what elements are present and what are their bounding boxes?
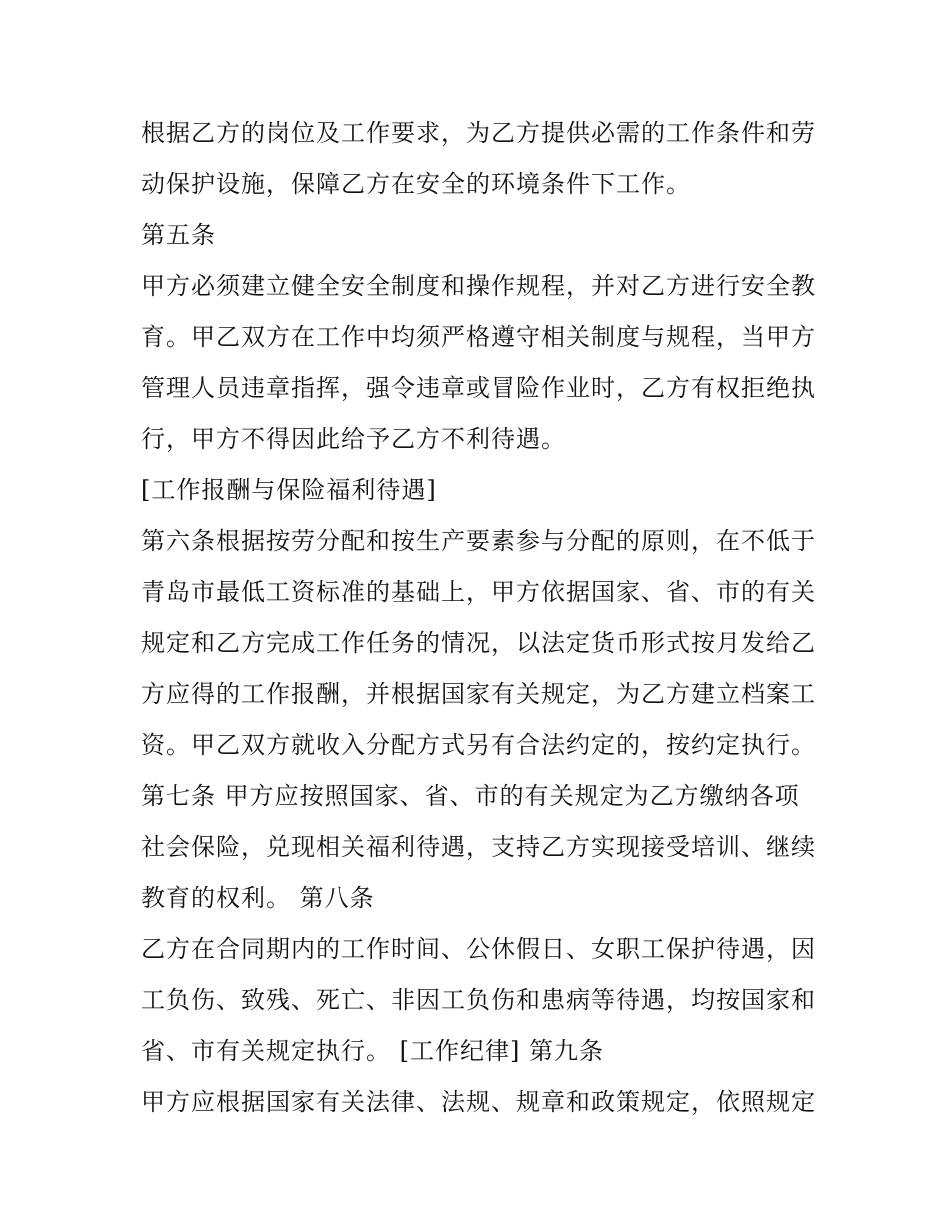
article-heading: 第五条 (141, 221, 216, 249)
text-line: 育。甲乙双方在工作中均须严格遵守相关制度与规程，当甲方 (141, 323, 816, 351)
text-line: 青岛市最低工资标准的基础上，甲方依据国家、省、市的有关 (141, 578, 816, 606)
text-line: 社会保险，兑现相关福利待遇，支持乙方实现接受培训、继续 (141, 833, 816, 861)
text-line: 动保护设施，保障乙方在安全的环境条件下工作。 (141, 170, 691, 198)
text-line: 教育的权利。 第八条 (141, 884, 375, 912)
text-line: 管理人员违章指挥，强令违章或冒险作业时，乙方有权拒绝执 (141, 374, 816, 402)
section-heading: [工作报酬与保险福利待遇] (141, 476, 437, 504)
text-line: 甲方应根据国家有关法律、法规、规章和政策规定，依照规定 (141, 1088, 816, 1116)
text-line: 第七条 甲方应按照国家、省、市的有关规定为乙方缴纳各项 (141, 782, 800, 810)
document-body (141, 108, 831, 1128)
text-line: 行，甲方不得因此给予乙方不利待遇。 (141, 425, 566, 453)
text-line: 方应得的工作报酬，并根据国家有关规定，为乙方建立档案工 (141, 680, 816, 708)
text-line: 工负伤、致残、死亡、非因工负伤和患病等待遇，均按国家和 (141, 986, 816, 1014)
text-line: 资。甲乙双方就收入分配方式另有合法约定的，按约定执行。 (141, 731, 816, 759)
text-line: 乙方在合同期内的工作时间、公休假日、女职工保护待遇，因 (141, 935, 816, 963)
text-line: 省、市有关规定执行。 [工作纪律] 第九条 (141, 1037, 604, 1065)
text-line: 第六条根据按劳分配和按生产要素参与分配的原则，在不低于 (141, 527, 816, 555)
text-line: 规定和乙方完成工作任务的情况，以法定货币形式按月发给乙 (141, 629, 816, 657)
text-line: 甲方必须建立健全安全制度和操作规程，并对乙方进行安全教 (141, 272, 816, 300)
text-line: 根据乙方的岗位及工作要求，为乙方提供必需的工作条件和劳 (141, 119, 816, 147)
